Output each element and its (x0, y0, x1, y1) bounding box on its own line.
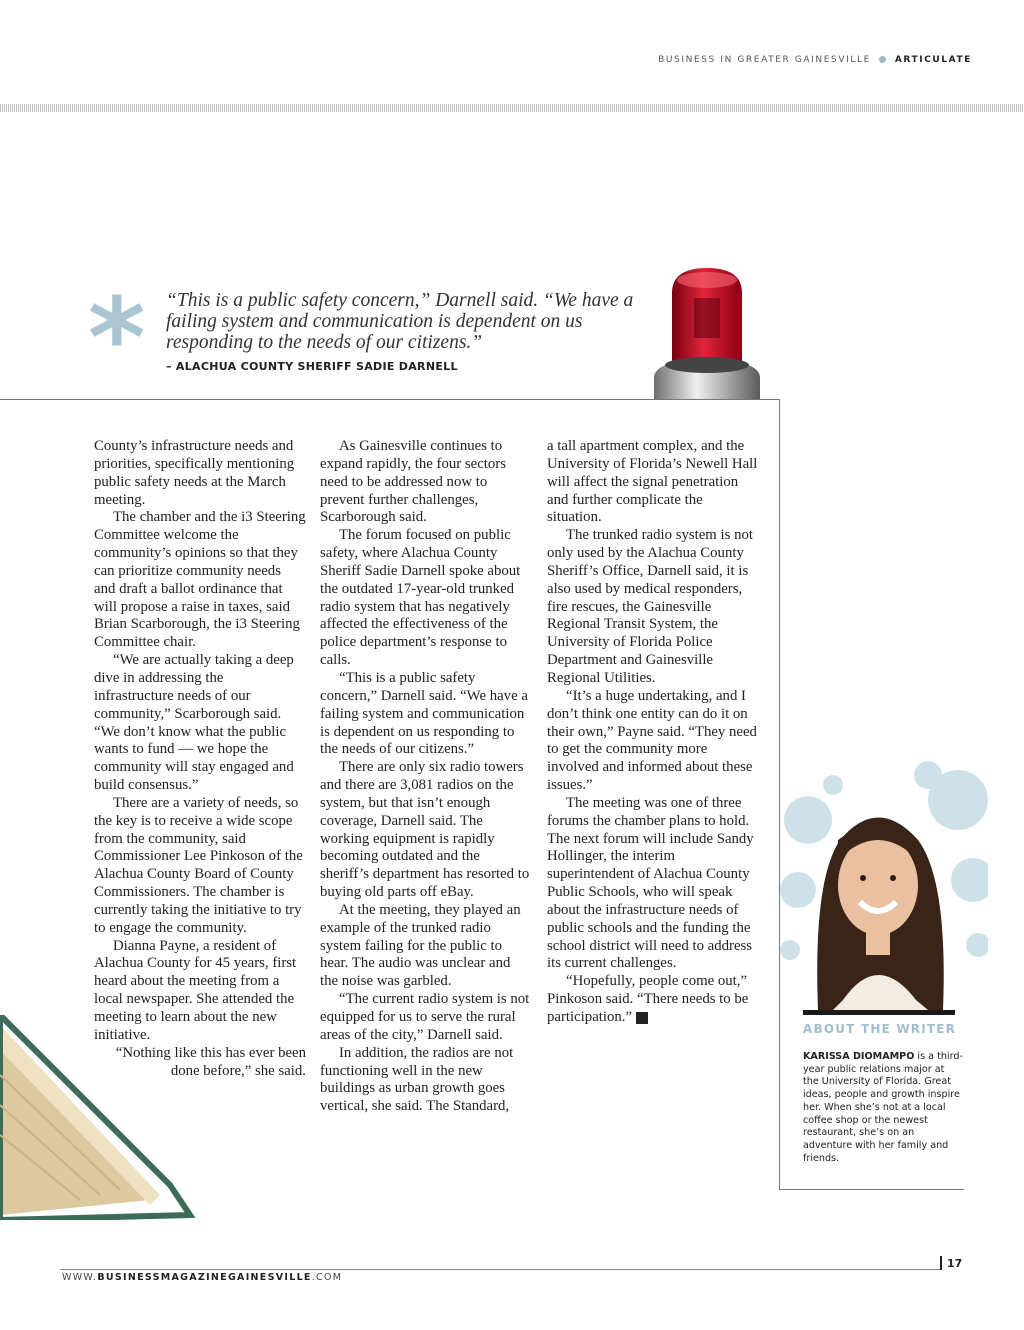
url-prefix: WWW. (62, 1272, 98, 1283)
paragraph: Dianna Payne, a resident of Alachua County for 45 years, first heard about the meeting from a local newspaper. She attended the meeting to learn about the new initiative. (94, 937, 297, 1043)
running-header (658, 55, 972, 65)
url-main: BUSINESSMAGAZINEGAINESVILLE (97, 1272, 312, 1283)
section-name: BUSINESS IN GREATER GAINESVILLE (658, 55, 871, 65)
paragraph (547, 973, 759, 1027)
writer-bio: is a third-year public relations major at the University of Florida. Great ideas, people and growth inspire her. When she’s not at a local coffee shop or the newest restaurant, she’s on an adventure with her family and friends. (803, 1051, 963, 1164)
end-mark-icon: B (636, 1012, 648, 1024)
writer-photo (778, 760, 988, 1015)
footer-rule (60, 1269, 940, 1270)
decorative-stripe (0, 104, 1024, 112)
paragraph: “It’s a huge undertaking, and I don’t think one entity can do it on their own,” Payne said. “They need to get the community more involved and informed about these issues.” (547, 687, 757, 794)
separator-dot-icon (879, 56, 886, 63)
paragraph: a tall apartment complex, and the University of Florida’s Newell Hall will affect the signal penetration and further complicate the situation. (547, 438, 758, 526)
paragraph: “Nothing like this has ever been done before,” she said. (115, 1044, 306, 1079)
asterisk-icon: * (88, 274, 146, 402)
url-suffix: .COM (311, 1272, 343, 1283)
paragraph: “This is a public safety concern,” Darnell said. “We have a failing system and communication is dependent on us responding to the needs of our citizens.” (320, 669, 528, 758)
paragraph: There are a variety of needs, so the key is to receive a wide scope from the community, said Commissioner Lee Pinkoson of the Alachua County Board of County Commissioners. The chamber is currently taking the initiative to try to engage the community. (94, 794, 303, 936)
paragraph: There are only six radio towers and there are 3,081 radios on the system, but that isn’t enough coverage, Darnell said. The working equipment is rapidly becoming outdated and the sheriff’s department has resorted to buying old parts off eBay. (320, 759, 530, 901)
frame-rule-bottom (779, 1189, 964, 1190)
paragraph: County’s infrastructure needs and priorities, specifically mentioning public safety needs at the March meeting. (94, 438, 295, 508)
pull-quote: “This is a public safety concern,” Darnell said. “We have a failing system and communication is dependent on us responding to the needs of our citizens.” (166, 290, 634, 353)
siren-light-icon (632, 268, 782, 400)
paragraph: The trunked radio system is not only used by the Alachua County Sheriff’s Office, Darnell said, it is also used by medical responders, fire rescues, the Gainesville Regional Transit System, the University of Florida Police Department and Gainesville Regional Utilities. (547, 527, 753, 686)
photo-underline (803, 1010, 955, 1015)
paragraph: The meeting was one of three forums the chamber plans to hold. The next forum will include Sandy Hollinger, the interim superintendent of Alachua County Public Schools, who will speak about the infrastructure needs of public schools and the funding the school district will need to address its current challenges. (547, 794, 754, 972)
writer-name: KARISSA DIOMAMPO (803, 1051, 915, 1062)
about-writer-body (803, 1051, 963, 1165)
paragraph: At the meeting, they played an example of the trunked radio system failing for the public to hear. The audio was unclear and the noise was garbled. (320, 901, 521, 990)
article-column-2 (320, 438, 532, 1116)
book-icon (0, 1015, 200, 1220)
page-number: 17 (947, 1257, 963, 1270)
paragraph: In addition, the radios are not functioning well in the new buildings as urban growth goes vertical, she said. The Standard, (320, 1044, 514, 1115)
frame-rule-top (0, 399, 780, 400)
footer-tick (940, 1256, 942, 1270)
department-name: ARTICULATE (894, 55, 972, 65)
article-column-3 (547, 438, 759, 1027)
paragraph: “We are actually taking a deep dive in addressing the infrastructure needs of our community,” Scarborough said. “We don’t know what the public wants to fund — we hope the community will stay engaged and build consensus.” (94, 652, 294, 794)
about-writer-title: ABOUT THE WRITER (803, 1022, 957, 1036)
article-column-1 (94, 438, 306, 1080)
paragraph: “The current radio system is not equipped for us to serve the rural areas of the city,” Darnell said. (320, 991, 530, 1043)
paragraph: As Gainesville continues to expand rapidly, the four sectors need to be addressed now to prevent further challenges, Scarborough said. (320, 438, 506, 526)
pull-quote-attribution: – ALACHUA COUNTY SHERIFF SADIE DARNELL (166, 360, 458, 373)
paragraph: The forum focused on public safety, where Alachua County Sheriff Sadie Darnell spoke about the outdated 17-year-old trunked radio system that has negatively affected the effectiveness of the police department’s response to calls. (320, 527, 521, 669)
paragraph-text: “Hopefully, people come out,” Pinkoson said. “There needs to be participation.” (547, 973, 749, 1025)
paragraph: The chamber and the i3 Steering Committee welcome the community’s opinions so that they can prioritize community needs and draft a ballot ordinance that will propose a raise in taxes, said Brian Scarborough, the i3 Steering Committee chair. (94, 509, 306, 651)
footer-url[interactable] (62, 1272, 342, 1283)
